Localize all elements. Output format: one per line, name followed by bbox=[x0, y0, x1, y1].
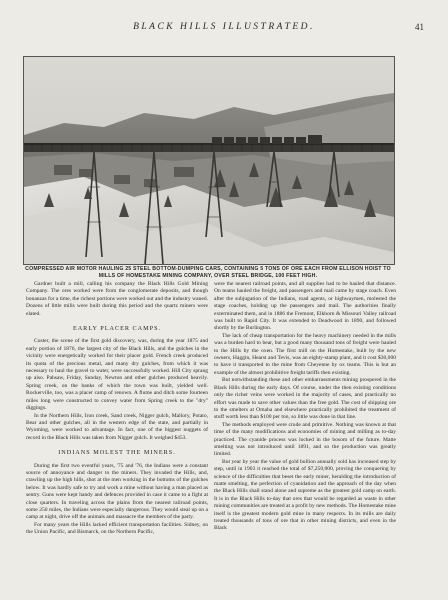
intro-paragraph: Gardner built a mill, calling his company the Black Hills Gold Mining Company. The ores worked were from the conglomerate deposits, and though bonanzas for a time, the richest portions were worked out and the industry waned. Dozens of little mills were built during this period and the quartz miners were elated. bbox=[26, 281, 208, 317]
page-header bbox=[0, 22, 448, 36]
mine-railway-photograph bbox=[23, 56, 395, 265]
running-title: BLACK HILLS ILLUSTRATED. bbox=[133, 22, 315, 32]
figure-caption: COMPRESSED AIR MOTOR HAULING 25 STEEL BOTTOM-DUMPING CARS, CONTAINING 5 TONS OF ORE EACH FROM ELLISON HOIST TO MILLS OF HOMESTAKE MINING COMPANY, OVER STEEL BRIDGE, 100 FEET HIGH. bbox=[25, 266, 391, 279]
paragraph: The lack of cheap transportation for the heavy machinery needed in the mills was a burden hard to bear, but a good many thousand tons of freight were hauled to the Hills by the oxen. The first mill on the Homestake, built by the new owners, Haggin, Hearst and Tevis, was an eighty-stamp plant, and it cost $30,000 to have it transported to the mine from Cheyenne by ox teams. This is but an example of the almost prohibitive freight tariffs then existing. bbox=[214, 332, 396, 376]
paragraph: In the Northern Hills, Iron creek, Sand creek, Nigger gulch, Mallory, Potato, Bear and other gulches, all in the western edge of the state, and partially in Wyoming, were worked to advantage. In fact, one of the biggest nuggets of record in the Black Hills was taken from Nigger gulch. It weighed $453. bbox=[26, 412, 208, 441]
paragraph: For many years the Hills lacked efficient transportation facilities. Sidney, on the Union Pacific, and Bismarck, on the Northern Pacific, bbox=[26, 521, 208, 536]
paragraph: During the first two eventful years, '75 and '76, the Indians were a constant source of annoyance and danger to the miners. They invaded the Hills, and, crawling up the high hills, shot at the men working in the bottoms of the gulches below. It was hardly safe to try and work a mine without having a man placed as sentry. Guns were kept handy and defences provided in case it came to a fight at close quarters. In traveling across the plains from the nearest railroad points, some 250 miles, the Indians were especially dangerous. They would steal up on a camp at night, drive off the animals and massacre the members of the party. bbox=[26, 462, 208, 521]
right-column bbox=[214, 281, 396, 533]
paragraph: But year by year the value of gold bullion annually sold has increased step by step, until in 1903 it reached the total of $7,250,000, proving the conquering by science of the difficulties that beset the early miner, heralding the introduction of matte smelting, the perfection of cyanidation and the approach of the day when the Black Hills shall stand alone and supreme as the greatest gold camp on earth. It is in the Black Hills to-day that ores that would be regarded as waste in other mining communities are treated at a profit by new methods. The Homestake mine itself is the greatest modern gold mine in many respects. In its mills are daily treated thousands of tons of ore that in other mining districts, and even in the Black bbox=[214, 458, 396, 532]
page-number: 41 bbox=[415, 22, 424, 32]
heading-indians-molest-miners: INDIANS MOLEST THE MINERS. bbox=[58, 449, 176, 457]
paragraph: But notwithstanding these and other embarrassments mining prospered in the Black Hills during the early days. Of course, under the then existing conditions only the richer veins were worked in the majority of cases, and practically no effort was made to save other values than the free gold. The cost of shipping ore to the smelters at Omaha and elsewhere practically prohibited the treatment of stuff worth less than $100 per ton, so little was done in that line. bbox=[214, 377, 396, 421]
photo-illustration bbox=[24, 57, 394, 264]
paragraph: The methods employed were crude and primitive. Nothing was known at that time of the many modifications and economies of mining and milling as to-day practiced. The cyanide process was locked in the bosom of the future. Matte smelting was not introduced until 1891, and so the production was greatly limited. bbox=[214, 421, 396, 458]
paragraph: were the nearest railroad points, and all supplies had to be hauled that distance. On teams hauled the freight, and passengers and mail came by stage coach. Even after the subjugation of the Indians, road agents, or highwaymen, molested the stage coaches, holding up the passengers and mail. The authorities finally exterminated them, and in 1886 the Fremont, Elkhorn & Missouri Valley railroad was built to Rapid City. It was extended to Deadwood in 1890, and followed shortly by the Burlington. bbox=[214, 281, 396, 332]
heading-early-placer-camps: EARLY PLACER CAMPS. bbox=[72, 325, 162, 333]
paragraph: Custer, the scene of the first gold discovery, was, during the year 1875 and early portion of 1876, the largest city of the Black Hills, and the gulches in the vicinity were energetically worked for their placer gold. French creek produced its quota of the precious metal, and many dry gulches, from which it was necessary to haul the gravel to water, were successfully worked. Hill City sprang up also. Pahsaw, Friday, Sunday, Newton and other gulches produced heavily. Spring creek, on the banks of which the town was built, yielded well. Rockerville, too, was a placer camp of renown. A flume and ditch some fourteen miles long were constructed to convey water from Spring creek to the "dry" diggings. bbox=[26, 338, 208, 412]
left-column bbox=[26, 281, 208, 537]
